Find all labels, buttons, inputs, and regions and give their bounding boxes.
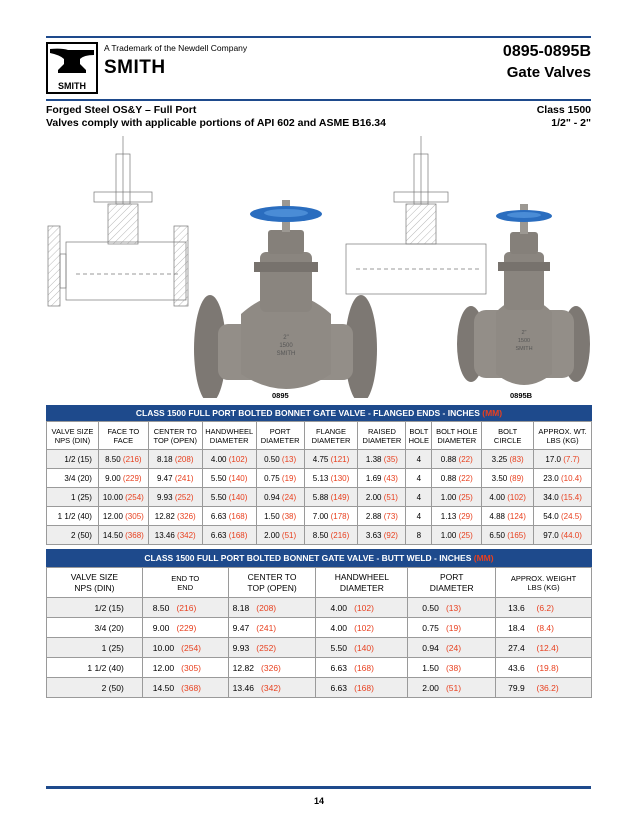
- flanged-valve-cutaway-drawing: [48, 136, 188, 306]
- col-header: BOLT HOLE: [406, 422, 432, 450]
- table-row: 2 (50) 14.50 (368) 13.46 (342) 6.63 (168) 2.00 (51) 79.9 (36.2): [47, 678, 592, 698]
- col-header: CENTER TO TOP (OPEN): [148, 422, 202, 450]
- col-header: END TO END: [142, 568, 228, 598]
- anvil-icon: [48, 44, 96, 80]
- butt-weld-table: [46, 549, 592, 698]
- table-row: 1 (25) 10.00 (254) 9.93 (252) 5.50 (140) 0.94 (24) 5.88 (149) 2.00 (51) 4 1.00 (25) 4.00 (102) 34.0 (15.4): [47, 488, 592, 507]
- col-header: CENTER TO TOP (OPEN): [228, 568, 316, 598]
- svg-text:1500: 1500: [279, 343, 293, 349]
- logo-wordmark: SMITH: [58, 81, 86, 91]
- model-number: 0895-0895B: [502, 43, 591, 60]
- col-header: RAISED DIAMETER: [358, 422, 406, 450]
- butt-weld-table-title: CLASS 1500 FULL PORT BOLTED BONNET GATE VALVE - BUTT WELD - INCHES (MM): [46, 549, 592, 567]
- svg-text:SMITH: SMITH: [515, 346, 533, 352]
- table-row: 1 1/2 (40) 12.00 (305) 12.82 (326) 6.63 (168) 1.50 (38) 7.00 (178) 2.88 (73) 4 1.13 (29) 4.88 (124) 54.0 (24.5): [47, 507, 592, 526]
- col-header: PORT DIAMETER: [256, 422, 304, 450]
- trademark-text: A Trademark of the Newdell Company: [104, 43, 248, 53]
- col-header: HANDWHEEL DIAMETER: [316, 568, 408, 598]
- footer-rule: [46, 786, 591, 789]
- buttweld-valve-cutaway-drawing: [346, 136, 486, 294]
- pressure-class: Class 1500: [536, 104, 591, 116]
- flanged-ends-table: [46, 405, 592, 545]
- table-row: 2 (50) 14.50 (368) 13.46 (342) 6.63 (168) 2.00 (51) 8.50 (216) 3.63 (92) 8 1.00 (25) 6.50 (165) 97.0 (44.0): [47, 526, 592, 545]
- col-header: BOLT CIRCLE: [482, 422, 534, 450]
- col-header: PORT DIAMETER: [408, 568, 496, 598]
- size-range: 1/2" - 2": [551, 117, 591, 129]
- flanged-table-title: CLASS 1500 FULL PORT BOLTED BONNET GATE VALVE - FLANGED ENDS - INCHES (MM): [46, 405, 592, 421]
- svg-text:SMITH: SMITH: [276, 351, 296, 357]
- col-header: VALVE SIZE NPS (DIN): [47, 568, 143, 598]
- table-row: 1 (25) 10.00 (254) 9.93 (252) 5.50 (140) 0.94 (24) 27.4 (12.4): [47, 638, 592, 658]
- svg-text:1500: 1500: [517, 338, 531, 344]
- col-header: FACE TO FACE: [98, 422, 148, 450]
- brand-name: SMITH: [104, 57, 166, 78]
- flanged-valve-photo: [194, 200, 377, 398]
- table-row: 3/4 (20) 9.00 (229) 9.47 (241) 5.50 (140) 0.75 (19) 5.13 (130) 1.69 (43) 4 0.88 (22) 3.50 (89) 23.0 (10.4): [47, 469, 592, 488]
- table-header-row: [47, 568, 592, 598]
- col-header: APPROX. WEIGHT LBS (KG): [496, 568, 592, 598]
- col-header: VALVE SIZE NPS (DIN): [47, 422, 99, 450]
- svg-text:2": 2": [283, 335, 289, 341]
- header-top-rule: [46, 36, 591, 38]
- table-row: 1/2 (15) 8.50 (216) 8.18 (208) 4.00 (102) 0.50 (13) 13.6 (6.2): [47, 598, 592, 618]
- page-number: 14: [313, 796, 324, 806]
- table-row: 3/4 (20) 9.00 (229) 9.47 (241) 4.00 (102) 0.75 (19) 18.4 (8.4): [47, 618, 592, 638]
- table-header-row: [47, 422, 592, 450]
- buttweld-valve-caption: 0895B: [510, 391, 533, 400]
- table-row: 1 1/2 (40) 12.00 (305) 12.82 (326) 6.63 (168) 1.50 (38) 43.6 (19.8): [47, 658, 592, 678]
- product-title: Gate Valves: [506, 64, 591, 81]
- flanged-valve-caption: 0895: [272, 391, 289, 400]
- col-header: BOLT HOLE DIAMETER: [432, 422, 482, 450]
- header-bottom-rule: [46, 99, 591, 101]
- buttweld-valve-photo: [457, 204, 590, 385]
- table-row: 1/2 (15) 8.50 (216) 8.18 (208) 4.00 (102) 0.50 (13) 4.75 (121) 1.38 (35) 4 0.88 (22) 3.25 (83) 17.0 (7.7): [47, 450, 592, 469]
- smith-anvil-logo: [46, 42, 98, 94]
- col-header: APPROX. WT. LBS (KG): [534, 422, 592, 450]
- col-header: HANDWHEEL DIAMETER: [202, 422, 256, 450]
- col-header: FLANGE DIAMETER: [304, 422, 358, 450]
- compliance-note: Valves comply with applicable portions of API 602 and ASME B16.34: [46, 117, 386, 129]
- valve-photo-composite: [46, 134, 591, 398]
- product-description: Forged Steel OS&Y – Full Port: [46, 104, 197, 116]
- svg-text:2": 2": [521, 330, 527, 336]
- valve-illustrations: [46, 134, 591, 398]
